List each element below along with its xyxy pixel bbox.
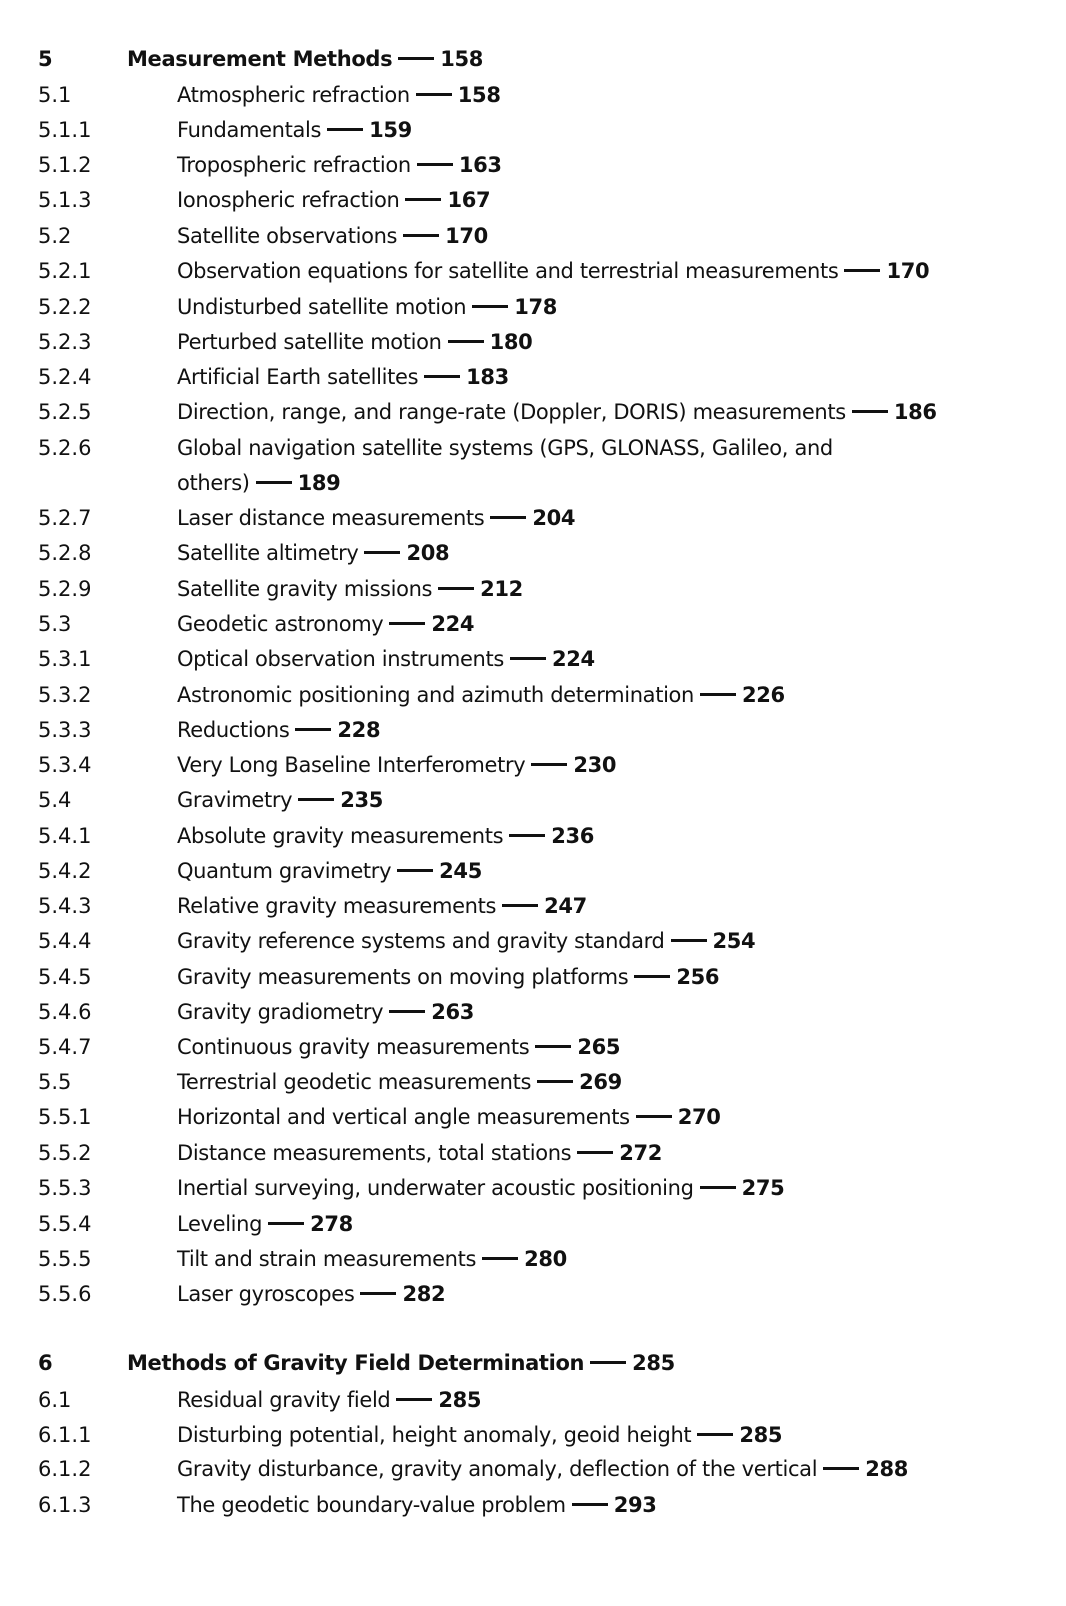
section-title [177,431,867,501]
toc-entry[interactable] [0,960,1066,995]
toc-entry[interactable] [0,325,1066,360]
section-title [177,360,1017,395]
leader-dash [397,869,433,872]
section-number: 5.5 [38,1070,72,1094]
section-title [177,854,1017,889]
title-text: Astronomic positioning and azimuth determination [177,683,695,707]
section-number: 5.1.2 [38,153,92,177]
toc-entry[interactable] [0,113,1066,148]
page-number: 170 [886,259,930,283]
title-text: The geodetic boundary-value problem [177,1493,566,1517]
leader-dash [364,551,400,554]
leader-dash [572,1503,608,1506]
section-number: 5.2.2 [38,295,92,319]
title-text: Global navigation satellite systems (GPS, GLONASS, Galileo, and others) [177,436,833,495]
section-number: 5.4.7 [38,1035,92,1059]
leader-dash [531,763,567,766]
title-text: Undisturbed satellite motion [177,295,467,319]
page-number: 293 [613,1493,657,1517]
section-number: 5.4.3 [38,894,92,918]
leader-dash [577,1151,613,1154]
section-number: 6 [38,1351,53,1375]
page-number: 247 [544,894,587,918]
leader-dash [424,375,460,378]
toc-entry[interactable] [0,678,1066,713]
title-text: Disturbing potential, height anomaly, geoid height [177,1423,692,1447]
page-number: 159 [369,118,412,142]
section-number: 5.2.1 [38,259,92,283]
section-number: 5.2.5 [38,400,92,424]
section-number: 5.3.2 [38,683,92,707]
page-number: 272 [619,1141,663,1165]
section-number: 5 [38,47,53,71]
toc-entry[interactable] [0,1065,1066,1100]
leader-dash [403,234,439,237]
toc-entry[interactable] [0,1242,1066,1277]
leader-dash [590,1361,626,1364]
title-text: Satellite gravity missions [177,577,433,601]
toc-entry[interactable] [0,1100,1066,1135]
leader-dash [268,1222,304,1225]
section-number: 5.5.2 [38,1141,92,1165]
toc-entry[interactable] [0,78,1066,113]
leader-dash [298,798,334,801]
section-title [177,148,1017,183]
section-number: 5.3.4 [38,753,92,777]
section-title [177,995,1017,1030]
toc-entry[interactable] [0,572,1066,607]
title-text: Gravity reference systems and gravity standard [177,929,665,953]
title-text: Inertial surveying, underwater acoustic positioning [177,1176,694,1200]
page-number: 256 [676,965,720,989]
leader-dash [472,305,508,308]
section-title [177,713,1017,748]
section-number: 5.5.1 [38,1105,92,1129]
toc-entry[interactable] [0,995,1066,1030]
title-text: Distance measurements, total stations [177,1141,572,1165]
title-text: Leveling [177,1212,263,1236]
title-text: Gravity measurements on moving platforms [177,965,629,989]
section-title [177,1136,1017,1171]
section-title [177,1277,1017,1312]
page-number: 269 [579,1070,622,1094]
page-number: 186 [893,400,937,424]
page-number: 265 [577,1035,621,1059]
toc-entry[interactable] [0,290,1066,325]
page-number: 270 [677,1105,721,1129]
page-number: 208 [406,541,450,565]
toc-entry[interactable] [0,536,1066,571]
section-title [177,607,1017,642]
leader-dash [327,128,363,131]
section-number: 5.3.3 [38,718,92,742]
leader-dash [700,1186,736,1189]
page-number: 167 [447,188,491,212]
title-text: Optical observation instruments [177,647,504,671]
title-text: Absolute gravity measurements [177,824,504,848]
page-number: 224 [431,612,475,636]
title-text: Artificial Earth satellites [177,365,419,389]
page-number: 212 [480,577,523,601]
section-title [177,1418,1017,1453]
section-number: 6.1.3 [38,1493,92,1517]
section-number: 5.4.1 [38,824,92,848]
leader-dash [405,198,441,201]
leader-dash [509,834,545,837]
page-number: 163 [458,153,502,177]
toc-entry[interactable] [0,607,1066,642]
page-number: 245 [439,859,482,883]
title-text: Satellite altimetry [177,541,359,565]
title-text: Laser distance measurements [177,506,485,530]
page-number: 226 [742,683,785,707]
title-text: Gravimetry [177,788,293,812]
section-number: 5.4 [38,788,72,812]
chapter-title [127,42,967,77]
section-title [177,325,1017,360]
section-title [177,219,1017,254]
section-number: 5.2.8 [38,541,92,565]
leader-dash [398,57,434,60]
section-title [177,678,1017,713]
section-title [177,501,1017,536]
toc-entry[interactable] [0,395,1066,430]
toc-entry[interactable] [0,431,1066,501]
title-text: Fundamentals [177,118,322,142]
section-title [177,748,1017,783]
leader-dash [417,163,453,166]
leader-dash [490,516,526,519]
leader-dash [502,904,538,907]
toc-entry[interactable] [0,360,1066,395]
page-number: 285 [632,1351,675,1375]
section-number: 5.3.1 [38,647,92,671]
leader-dash [389,622,425,625]
toc-entry[interactable] [0,1207,1066,1242]
section-number: 5.1 [38,83,72,107]
page-number: 236 [551,824,594,848]
section-number: 5.5.3 [38,1176,92,1200]
page-number: 282 [402,1282,446,1306]
page-number: 285 [739,1423,783,1447]
page-number: 235 [340,788,384,812]
leader-dash [823,1467,859,1470]
section-title [177,183,1017,218]
leader-dash [295,728,331,731]
toc-entry[interactable] [0,1488,1066,1523]
leader-dash [700,693,736,696]
section-title [177,1207,1017,1242]
page-number: 158 [457,83,501,107]
title-text: Gravity gradiometry [177,1000,384,1024]
section-title [177,1452,1017,1487]
section-number: 5.5.6 [38,1282,92,1306]
page-number: 263 [431,1000,475,1024]
section-number: 6.1 [38,1388,72,1412]
leader-dash [636,1115,672,1118]
section-number: 5.2 [38,224,72,248]
toc-entry[interactable] [0,254,1066,289]
section-number: 5.2.7 [38,506,92,530]
section-number: 5.1.3 [38,188,92,212]
title-text: Tilt and strain measurements [177,1247,477,1271]
title-text: Methods of Gravity Field Determination [127,1351,585,1375]
title-text: Very Long Baseline Interferometry [177,753,526,777]
section-title [177,1065,1017,1100]
leader-dash [852,410,888,413]
section-title [177,889,1017,924]
toc-entry[interactable] [0,1136,1066,1171]
toc-entry[interactable] [0,148,1066,183]
leader-dash [697,1433,733,1436]
section-number: 5.4.2 [38,859,92,883]
page-number: 189 [297,471,341,495]
toc-entry[interactable] [0,713,1066,748]
title-text: Terrestrial geodetic measurements [177,1070,532,1094]
section-number: 5.5.4 [38,1212,92,1236]
title-text: Direction, range, and range-rate (Doppler, DORIS) measurements [177,400,846,424]
title-text: Residual gravity field [177,1388,391,1412]
page-number: 230 [573,753,617,777]
section-title [177,642,1017,677]
toc-entry[interactable] [0,783,1066,818]
toc-entry[interactable] [0,1030,1066,1065]
title-text: Measurement Methods [127,47,393,71]
leader-dash [438,587,474,590]
title-text: Atmospheric refraction [177,83,410,107]
page-number: 288 [865,1457,908,1481]
title-text: Laser gyroscopes [177,1282,355,1306]
section-title [177,1030,1017,1065]
title-text: Quantum gravimetry [177,859,392,883]
title-text: Horizontal and vertical angle measurements [177,1105,630,1129]
toc-entry[interactable] [0,1171,1066,1206]
toc-chapter-heading[interactable] [0,42,1066,77]
section-number: 5.2.4 [38,365,92,389]
section-number: 5.2.9 [38,577,92,601]
leader-dash [416,93,452,96]
toc-entry[interactable] [0,819,1066,854]
page-number: 254 [712,929,756,953]
section-title [177,78,1017,113]
toc-entry[interactable] [0,1277,1066,1312]
section-title [177,1383,1017,1418]
toc-entry[interactable] [0,748,1066,783]
leader-dash [844,269,880,272]
section-title [177,1242,1017,1277]
section-number: 5.4.6 [38,1000,92,1024]
title-text: Perturbed satellite motion [177,330,442,354]
leader-dash [448,340,484,343]
leader-dash [671,939,707,942]
toc-entry[interactable] [0,219,1066,254]
leader-dash [482,1257,518,1260]
page-number: 170 [445,224,488,248]
page-number: 285 [438,1388,482,1412]
leader-dash [389,1010,425,1013]
section-title [177,960,1017,995]
leader-dash [256,481,292,484]
page-number: 183 [466,365,509,389]
page-number: 204 [532,506,576,530]
leader-dash [634,975,670,978]
section-title [177,783,1017,818]
page-number: 178 [514,295,558,319]
toc-entry[interactable] [0,924,1066,959]
title-text: Continuous gravity measurements [177,1035,530,1059]
toc-entry[interactable] [0,1452,1066,1487]
page-number: 280 [524,1247,567,1271]
title-text: Gravity disturbance, gravity anomaly, deflection of the vertical [177,1457,818,1481]
toc-entry[interactable] [0,183,1066,218]
section-title [177,1100,1017,1135]
section-title [177,1488,1017,1523]
toc-entry[interactable] [0,501,1066,536]
section-number: 5.2.6 [38,436,92,460]
title-text: Ionospheric refraction [177,188,400,212]
page-number: 228 [337,718,381,742]
toc-chapter-heading[interactable] [0,1346,1066,1381]
toc-entry[interactable] [0,854,1066,889]
page-number: 158 [440,47,484,71]
section-number: 6.1.1 [38,1423,92,1447]
title-text: Tropospheric refraction [177,153,411,177]
leader-dash [396,1398,432,1401]
section-number: 5.4.4 [38,929,92,953]
title-text: Reductions [177,718,290,742]
section-number: 5.2.3 [38,330,92,354]
toc-entry[interactable] [0,1418,1066,1453]
leader-dash [510,657,546,660]
section-title [177,395,1017,430]
page-number: 180 [489,330,533,354]
section-title [177,113,1017,148]
toc-entry[interactable] [0,642,1066,677]
section-number: 5.1.1 [38,118,92,142]
section-number: 5.3 [38,612,72,636]
section-number: 5.5.5 [38,1247,92,1271]
section-title [177,290,1017,325]
title-text: Geodetic astronomy [177,612,384,636]
section-title [177,1171,1017,1206]
page-number: 224 [552,647,595,671]
section-title [177,924,1017,959]
page-number: 278 [310,1212,353,1236]
title-text: Relative gravity measurements [177,894,497,918]
title-text: Observation equations for satellite and terrestrial measurements [177,259,839,283]
leader-dash [537,1080,573,1083]
leader-dash [360,1292,396,1295]
title-text: Satellite observations [177,224,398,248]
section-title [177,819,1017,854]
toc-entry[interactable] [0,1383,1066,1418]
leader-dash [535,1045,571,1048]
section-number: 5.4.5 [38,965,92,989]
section-title [177,536,1017,571]
section-title [177,572,1017,607]
page-number: 275 [741,1176,785,1200]
section-number: 6.1.2 [38,1457,92,1481]
chapter-title [127,1346,967,1381]
section-title [177,254,1017,289]
toc-entry[interactable] [0,889,1066,924]
